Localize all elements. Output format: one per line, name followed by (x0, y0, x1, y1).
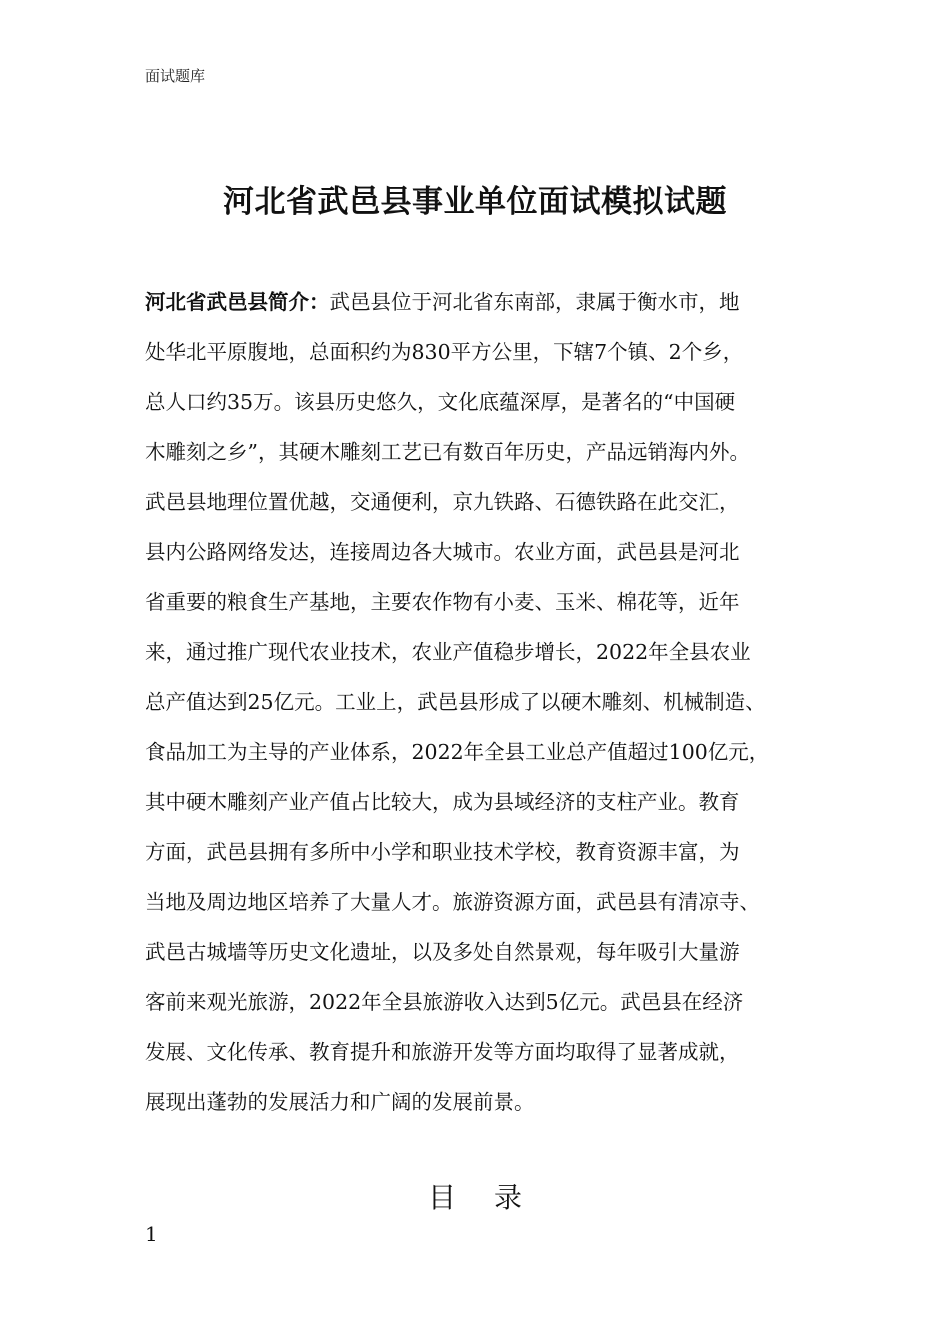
paragraph-line: 省重要的粮食生产基地，主要农作物有小麦、玉米、棉花等，近年 (145, 590, 740, 614)
paragraph-line (145, 282, 831, 332)
paragraph-line: 总产值达到25亿元。工业上，武邑县形成了以硬木雕刻、机械制造、 (145, 690, 766, 714)
paragraph-line: 木雕刻之乡”，其硬木雕刻工艺已有数百年历史，产品远销海内外。 (145, 440, 750, 464)
paragraph-line: 武邑古城墙等历史文化遗址，以及多处自然景观，每年吸引大量游 (145, 940, 740, 964)
paragraph-line: 县内公路网络发达，连接周边各大城市。农业方面，武邑县是河北 (145, 540, 740, 564)
toc-heading-char: 目 (427, 1181, 456, 1214)
document-title: 河北省武邑县事业单位面试模拟试题 (223, 184, 727, 220)
intro-label: 河北省武邑县简介： (145, 290, 330, 314)
paragraph-line: 方面，武邑县拥有多所中小学和职业技术学校，教育资源丰富，为 (145, 840, 740, 864)
paragraph-line-text: 武邑县位于河北省东南部，隶属于衡水市，地 (329, 290, 740, 314)
paragraph-line: 客前来观光旅游，2022年全县旅游收入达到5亿元。武邑县在经济 (145, 990, 744, 1014)
page-header-label: 面试题库 (145, 67, 206, 85)
page-number: 1 (145, 1222, 158, 1246)
paragraph-line: 食品加工为主导的产业体系，2022年全县工业总产值超过100亿元， (145, 740, 770, 764)
paragraph-line: 当地及周边地区培养了大量人才。旅游资源方面，武邑县有清凉寺、 (145, 890, 760, 914)
paragraph-line: 其中硬木雕刻产业产值占比较大，成为县域经济的支柱产业。教育 (145, 790, 740, 814)
paragraph-line: 来，通过推广现代农业技术，农业产值稳步增长，2022年全县农业 (145, 640, 751, 664)
paragraph-line: 发展、文化传承、教育提升和旅游开发等方面均取得了显著成就， (145, 1040, 740, 1064)
paragraph-line: 武邑县地理位置优越，交通便利，京九铁路、石德铁路在此交汇， (145, 490, 740, 514)
paragraph-line: 总人口约35万。该县历史悠久，文化底蕴深厚，是著名的“中国硬 (145, 390, 736, 414)
toc-heading-char: 录 (494, 1181, 523, 1214)
paragraph-line: 处华北平原腹地，总面积约为830平方公里，下辖7个镇、2个乡， (145, 340, 744, 364)
paragraph-line: 展现出蓬勃的发展活力和广阔的发展前景。 (145, 1090, 535, 1114)
intro-paragraph (145, 282, 831, 1132)
table-of-contents-heading (0, 1176, 950, 1220)
